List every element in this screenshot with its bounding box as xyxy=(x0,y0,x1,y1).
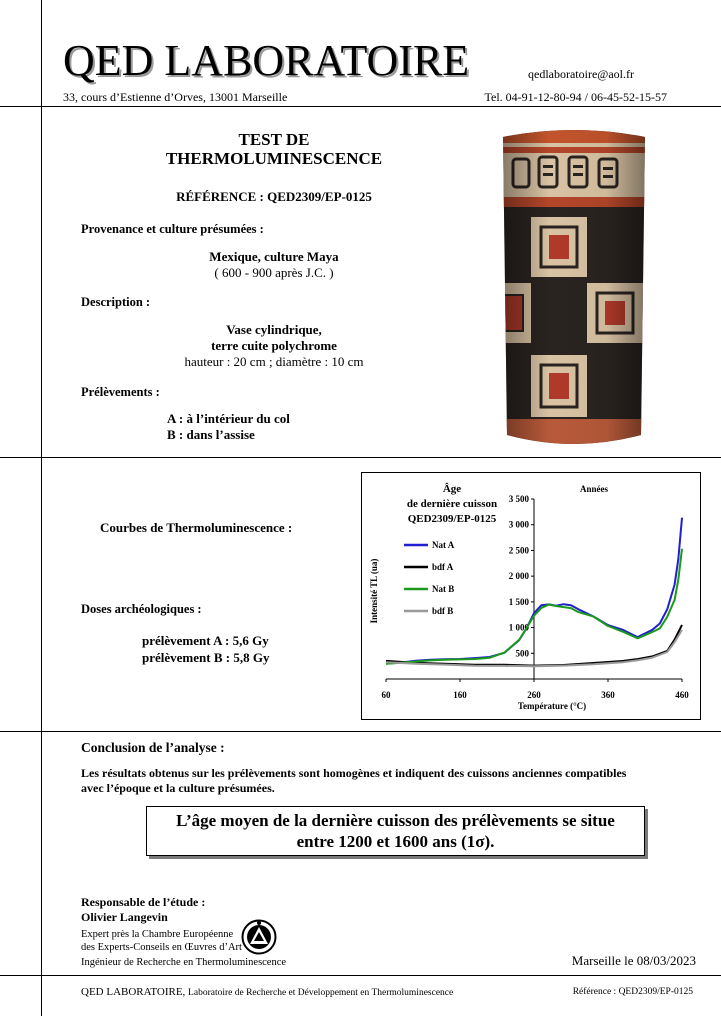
doses-label: Doses archéologiques : xyxy=(81,602,202,616)
chart-legend-label: Nat B xyxy=(432,584,455,594)
dose-b: prélèvement B : 5,8 Gy xyxy=(142,650,270,665)
conclusion-text-line2: avec l’époque et la culture présumées. xyxy=(81,781,275,795)
conclusion-label: Conclusion de l’analyse : xyxy=(81,740,225,755)
chart-x-tick-label: 360 xyxy=(601,690,615,700)
lab-email[interactable]: qedlaboratoire@aol.fr xyxy=(528,67,635,81)
chart-legend-label: bdf A xyxy=(432,562,454,572)
conclusion-box-line1: L’âge moyen de la dernière cuisson des prélèvements se situe xyxy=(176,811,615,830)
chart-legend-label: bdf B xyxy=(432,606,454,616)
section-divider-2 xyxy=(0,731,721,732)
description-line1: Vase cylindrique, xyxy=(226,322,322,337)
footer-divider xyxy=(0,975,721,976)
footer-left xyxy=(81,986,453,998)
conclusion-box-line2: entre 1200 et 1600 ans (1σ). xyxy=(296,832,495,851)
chart-x-tick-label: 460 xyxy=(675,690,689,700)
conclusion-box xyxy=(146,806,645,856)
lab-phone: Tel. 04-91-12-80-94 / 06-45-52-15-57 xyxy=(484,90,667,104)
test-title-line2: THERMOLUMINESCENCE xyxy=(165,149,383,168)
chart-y-tick-label: 1 000 xyxy=(508,622,529,633)
chart-y-tick-label: 3 000 xyxy=(508,519,529,530)
samples-label: Prélèvements : xyxy=(81,385,160,399)
reference: RÉFÉRENCE : QED2309/EP-0125 xyxy=(176,189,372,204)
chart-xlabel: Température (°C) xyxy=(517,701,587,711)
provenance-culture: Mexique, culture Maya xyxy=(209,249,339,264)
section-divider-1 xyxy=(0,457,721,458)
dose-a: prélèvement A : 5,6 Gy xyxy=(142,633,269,648)
footer-lab: QED LABORATOIRE, xyxy=(81,986,186,998)
test-title-line1: TEST DE xyxy=(238,130,310,149)
date-place: Marseille le 08/03/2023 xyxy=(571,953,696,968)
conclusion-text-line1: Les résultats obtenus sur les prélèvements sont homogènes et indiquent des cuissons anciennes compatibles xyxy=(81,766,627,780)
header-divider xyxy=(0,106,721,107)
chart-legend-label: Nat A xyxy=(432,540,455,550)
description-dimensions: hauteur : 20 cm ; diamètre : 10 cm xyxy=(184,354,364,369)
footer-ref: Référence : QED2309/EP-0125 xyxy=(572,987,693,997)
provenance-label: Provenance et culture présumées : xyxy=(81,222,264,236)
description-label: Description : xyxy=(81,295,151,309)
footer-desc: Laboratoire de Recherche et Développement en Thermoluminescence xyxy=(188,988,454,998)
responsible-name: Olivier Langevin xyxy=(81,910,168,924)
chart-x-tick-label: 160 xyxy=(453,690,467,700)
left-margin-line xyxy=(41,0,42,1016)
chart-legend xyxy=(404,540,455,616)
expert-logo-icon xyxy=(241,919,277,955)
chart-right-axis-title: Années xyxy=(580,484,609,494)
responsible-title1: Expert près la Chambre Européenne xyxy=(81,929,234,940)
responsible-label: Responsable de l’étude : xyxy=(81,895,206,909)
chart-x-tick-label: 60 xyxy=(381,690,391,700)
responsible-title2: des Experts-Conseils en Œuvres d’Art xyxy=(81,942,242,953)
chart-ylabel: Intensité TL (ua) xyxy=(369,558,379,624)
vase-photo xyxy=(493,123,655,451)
chart-title-line2: de dernière cuisson xyxy=(406,498,498,510)
sample-b: B : dans l’assise xyxy=(167,427,255,442)
chart-axes xyxy=(386,499,682,679)
lab-address: 33, cours d’Estienne d’Orves, 13001 Marseille xyxy=(63,90,288,104)
chart-y-tick-label: 500 xyxy=(515,648,529,659)
chart-title-line1: Âge xyxy=(442,483,462,495)
curves-label: Courbes de Thermoluminescence : xyxy=(100,520,293,535)
chart-y-tick-label: 3 500 xyxy=(508,494,529,504)
chart-title-line3: QED2309/EP-0125 xyxy=(407,513,497,525)
chart-y-tick-label: 2 500 xyxy=(508,545,529,556)
chart-y-tick-label: 1 500 xyxy=(508,596,529,607)
chart-title xyxy=(407,483,497,525)
provenance-period: ( 600 - 900 après J.C. ) xyxy=(214,265,334,280)
description-line2: terre cuite polychrome xyxy=(211,338,337,353)
tl-chart xyxy=(361,472,701,720)
lab-name: QED LABORATOIRE xyxy=(63,36,470,85)
responsible-title3: Ingénieur de Recherche en Thermoluminescence xyxy=(81,957,287,968)
chart-x-tick-label: 260 xyxy=(527,690,541,700)
chart-y-tick-label: 2 000 xyxy=(508,571,529,582)
sample-a: A : à l’intérieur du col xyxy=(167,411,290,426)
